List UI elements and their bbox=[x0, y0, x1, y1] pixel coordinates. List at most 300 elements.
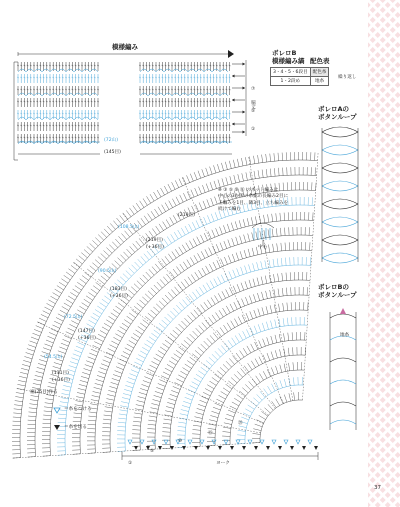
fan-stitch bbox=[111, 313, 118, 318]
fan-stitch bbox=[212, 378, 219, 383]
fan-stitch bbox=[148, 420, 156, 421]
fan-stitch bbox=[210, 281, 214, 288]
chain-arc bbox=[50, 117, 58, 120]
fan-stitch bbox=[133, 333, 140, 337]
fan-stitch bbox=[30, 341, 37, 344]
chain-arc bbox=[156, 117, 164, 120]
fan-stitch bbox=[198, 270, 202, 277]
chain-arc bbox=[148, 69, 156, 72]
fan-stitch bbox=[147, 340, 154, 344]
fan-stitch bbox=[106, 403, 114, 405]
fan-stitch bbox=[140, 278, 146, 284]
fan-stitch bbox=[22, 364, 30, 366]
fan-stitch bbox=[121, 255, 127, 261]
fan-stitch bbox=[209, 317, 214, 323]
fan-stitch bbox=[89, 353, 96, 356]
fan-stitch bbox=[269, 275, 271, 283]
fan-stitch bbox=[283, 303, 284, 311]
fan-stitch bbox=[204, 341, 210, 347]
fan-stitch bbox=[87, 246, 93, 251]
fan-stitch bbox=[275, 350, 277, 358]
fan-stitch bbox=[85, 272, 91, 277]
fan-stitch bbox=[260, 231, 262, 239]
fan-stitch bbox=[37, 322, 44, 325]
fan-stitch bbox=[183, 193, 186, 200]
fan-stitch bbox=[224, 241, 227, 248]
fan-stitch bbox=[54, 363, 62, 365]
fan-stitch bbox=[159, 323, 165, 328]
row-arrow-head bbox=[232, 123, 235, 126]
fan-stitch bbox=[273, 259, 274, 267]
fan-stitch bbox=[275, 335, 277, 343]
fan-stitch bbox=[162, 298, 168, 304]
fan-stitch bbox=[289, 393, 291, 401]
fan-stitch bbox=[175, 180, 178, 187]
fan-stitch bbox=[144, 216, 149, 223]
fan-stitch bbox=[116, 306, 123, 311]
fan-stitch bbox=[202, 323, 207, 329]
fan-stitch bbox=[59, 282, 66, 286]
yoke-label-2-inc: (+36目) bbox=[146, 245, 164, 250]
fan-stitch bbox=[254, 156, 255, 164]
fan-stitch bbox=[219, 310, 223, 317]
fan-stitch bbox=[195, 417, 203, 419]
fan-stitch bbox=[85, 365, 93, 368]
fan-stitch bbox=[102, 299, 109, 304]
fan-stitch bbox=[159, 380, 166, 383]
fan-stitch bbox=[264, 389, 269, 396]
fan-stitch bbox=[210, 335, 215, 341]
loop-arc bbox=[330, 380, 356, 384]
fan-stitch bbox=[249, 381, 254, 387]
fan-stitch bbox=[49, 300, 56, 304]
fan-stitch bbox=[218, 277, 222, 284]
yoke-label-6-inc: (+36目) bbox=[78, 336, 96, 341]
fan-stitch bbox=[221, 275, 225, 282]
chain-arc bbox=[212, 141, 220, 144]
cut-mark bbox=[314, 446, 318, 450]
fan-stitch bbox=[129, 313, 135, 318]
fan-stitch bbox=[195, 350, 201, 355]
attach-mark bbox=[200, 440, 204, 444]
chain-arc bbox=[66, 69, 74, 72]
fan-stitch bbox=[235, 336, 239, 343]
fan-stitch bbox=[181, 410, 189, 412]
fan-stitch bbox=[200, 400, 207, 403]
decorative-side-strip bbox=[368, 0, 400, 507]
fan-stitch bbox=[259, 357, 263, 364]
fan-stitch bbox=[75, 405, 83, 406]
fan-stitch bbox=[181, 321, 187, 327]
fan-stitch bbox=[148, 424, 156, 425]
fan-stitch bbox=[133, 206, 138, 213]
fan-stitch bbox=[58, 418, 66, 419]
fan-stitch bbox=[158, 384, 166, 387]
fan-stitch bbox=[157, 282, 162, 288]
fan-stitch bbox=[79, 256, 85, 261]
fan-stitch bbox=[174, 354, 181, 359]
note-line-3: 玉編みを1目、隣3目、立ち編みを bbox=[218, 200, 289, 206]
fan-stitch bbox=[201, 367, 208, 372]
loop-arc bbox=[322, 222, 358, 227]
fan-stitch bbox=[210, 416, 218, 418]
fan-stitch bbox=[167, 237, 171, 244]
fan-stitch bbox=[207, 338, 212, 344]
fan-stitch bbox=[155, 264, 160, 270]
fan-stitch bbox=[265, 408, 271, 413]
fan-stitch bbox=[176, 379, 183, 383]
fan-stitch bbox=[259, 340, 262, 347]
fan-stitch bbox=[280, 365, 282, 373]
fan-stitch bbox=[148, 369, 155, 372]
fan-arc bbox=[80, 220, 314, 454]
yoke-bottom-label: ヨーク bbox=[216, 461, 230, 466]
fan-stitch bbox=[147, 251, 152, 257]
fan-stitch bbox=[133, 244, 138, 250]
loop-arc bbox=[322, 253, 358, 258]
fan-stitch bbox=[151, 310, 157, 315]
bolero-b-title-2: ボタンループ bbox=[318, 291, 357, 299]
fan-stitch bbox=[212, 230, 215, 237]
fan-stitch bbox=[203, 285, 207, 292]
fan-stitch bbox=[131, 337, 138, 341]
fan-stitch bbox=[66, 272, 73, 277]
fan-stitch bbox=[170, 217, 174, 224]
fan-stitch bbox=[88, 292, 95, 297]
fan-stitch bbox=[101, 364, 109, 367]
fan-stitch bbox=[234, 398, 241, 402]
fan-stitch bbox=[154, 395, 162, 397]
chain-arc bbox=[50, 93, 58, 96]
fan-stitch bbox=[127, 249, 132, 255]
chain-arc bbox=[180, 117, 188, 120]
fan-stitch bbox=[231, 378, 237, 383]
fan-stitch bbox=[241, 368, 246, 374]
chain-arc bbox=[18, 141, 26, 144]
fan-stitch bbox=[269, 245, 270, 253]
fan-stitch bbox=[196, 328, 202, 334]
fan-stitch bbox=[109, 386, 117, 388]
fan-stitch bbox=[218, 293, 222, 300]
fan-stitch bbox=[286, 258, 287, 266]
fan-stitch bbox=[231, 321, 235, 328]
chain-arc bbox=[18, 93, 26, 96]
cut-yarn-icon bbox=[54, 425, 60, 430]
fan-stitch bbox=[148, 291, 154, 297]
fan-stitch bbox=[165, 256, 170, 262]
fan-stitch bbox=[14, 405, 22, 406]
fan-stitch bbox=[143, 320, 149, 325]
fan-stitch bbox=[266, 291, 268, 299]
fan-stitch bbox=[283, 168, 284, 176]
fan-stitch bbox=[175, 287, 180, 293]
fan-stitch bbox=[171, 390, 179, 393]
fan-stitch bbox=[241, 417, 249, 420]
fan-stitch bbox=[144, 377, 151, 380]
fan-stitch bbox=[258, 155, 259, 163]
fan-stitch bbox=[101, 254, 107, 259]
fan-stitch bbox=[231, 223, 234, 231]
fan-stitch bbox=[123, 352, 130, 356]
fan-stitch bbox=[266, 306, 268, 314]
fan-stitch bbox=[151, 408, 159, 410]
fan-stitch bbox=[252, 233, 254, 241]
cut-mark bbox=[182, 446, 186, 450]
fan-stitch bbox=[262, 292, 264, 300]
fan-stitch bbox=[212, 315, 217, 322]
legend-title-2: 模様編み縞 bbox=[272, 57, 305, 65]
fan-stitch bbox=[89, 320, 96, 324]
fan-stitch bbox=[212, 411, 220, 414]
fan-stitch bbox=[58, 422, 66, 423]
fan-stitch bbox=[283, 318, 284, 326]
fan-stitch bbox=[186, 297, 191, 303]
fan-stitch bbox=[154, 285, 160, 291]
fan-stitch bbox=[81, 253, 87, 258]
fan-stitch bbox=[165, 340, 171, 345]
fan-stitch bbox=[256, 376, 261, 383]
fan-stitch bbox=[192, 382, 199, 386]
fan-stitch bbox=[284, 333, 285, 341]
fan-stitch bbox=[124, 252, 129, 258]
fan-stitch bbox=[38, 363, 46, 365]
yoke-row-num-5: ⑤ bbox=[150, 449, 155, 454]
chain-arc bbox=[42, 117, 50, 120]
fan-stitch bbox=[279, 168, 280, 176]
fan-stitch bbox=[274, 168, 275, 176]
fan-stitch bbox=[200, 219, 203, 226]
fan-stitch bbox=[74, 350, 81, 353]
attach-yarn-label: ＝糸をつける bbox=[64, 407, 92, 412]
fan-stitch bbox=[188, 277, 193, 284]
fan-stitch bbox=[179, 324, 185, 330]
fan-stitch bbox=[239, 333, 243, 340]
fan-stitch bbox=[96, 379, 104, 381]
chain-arc bbox=[74, 69, 82, 72]
fan-stitch bbox=[163, 222, 167, 229]
fan-stitch bbox=[90, 404, 98, 405]
yoke-label-8: (111目) bbox=[52, 371, 69, 376]
fan-stitch bbox=[134, 417, 142, 418]
fan-stitch bbox=[98, 257, 104, 262]
fan-stitch bbox=[94, 387, 102, 389]
fan-stitch bbox=[110, 345, 117, 349]
fan-stitch bbox=[276, 366, 279, 374]
fan-stitch bbox=[293, 347, 294, 355]
fan-stitch bbox=[132, 265, 138, 271]
fan-stitch bbox=[237, 284, 240, 291]
fan-stitch bbox=[43, 415, 51, 416]
fan-stitch bbox=[31, 396, 39, 397]
fan-stitch bbox=[62, 394, 70, 396]
fan-arc bbox=[215, 355, 305, 445]
chain-arc bbox=[34, 117, 42, 120]
fan-stitch bbox=[138, 355, 145, 359]
fan-stitch bbox=[162, 432, 170, 433]
fan-stitch bbox=[136, 241, 141, 247]
fan-stitch bbox=[228, 340, 233, 347]
chain-arc bbox=[74, 117, 82, 120]
fan-stitch bbox=[193, 292, 198, 299]
chain-arc bbox=[220, 93, 228, 96]
fan-stitch bbox=[276, 382, 279, 389]
fan-stitch bbox=[292, 317, 293, 325]
fan-stitch bbox=[95, 383, 103, 385]
cut-mark bbox=[158, 446, 162, 450]
fan-stitch bbox=[134, 362, 141, 366]
fan-stitch bbox=[26, 353, 34, 356]
chain-arc bbox=[220, 117, 228, 120]
fan-stitch bbox=[233, 356, 238, 362]
fan-stitch bbox=[142, 347, 149, 351]
fan-stitch bbox=[76, 346, 83, 349]
cut-mark bbox=[170, 446, 174, 450]
fan-stitch bbox=[101, 276, 107, 281]
fan-stitch bbox=[140, 388, 148, 391]
fan-stitch bbox=[159, 301, 165, 307]
fan-stitch bbox=[109, 245, 115, 251]
fan-stitch bbox=[68, 328, 75, 331]
yoke-label-2: (219目) bbox=[146, 238, 163, 243]
fan-stitch bbox=[71, 265, 77, 270]
fan-stitch bbox=[213, 407, 221, 410]
fan-arc bbox=[155, 295, 309, 449]
fan-stitch bbox=[221, 346, 226, 352]
row-arrow-head bbox=[232, 99, 235, 102]
fan-stitch bbox=[308, 302, 309, 310]
fan-stitch bbox=[86, 361, 94, 364]
fan-stitch bbox=[272, 214, 273, 222]
fan-stitch bbox=[230, 304, 234, 311]
fan-stitch bbox=[207, 199, 210, 207]
fan-stitch bbox=[280, 213, 281, 221]
fan-stitch bbox=[53, 366, 61, 368]
fan-stitch bbox=[71, 321, 78, 325]
fan-stitch bbox=[63, 339, 70, 342]
fan-stitch bbox=[165, 295, 171, 301]
fan-stitch bbox=[90, 243, 96, 248]
fan-stitch bbox=[198, 404, 206, 407]
fan-stitch bbox=[37, 367, 45, 369]
fan-stitch bbox=[278, 289, 279, 297]
fan-stitch bbox=[243, 219, 245, 227]
fan-stitch bbox=[130, 246, 135, 252]
fan-stitch bbox=[185, 279, 190, 286]
fan-stitch bbox=[104, 415, 112, 416]
fan-stitch bbox=[162, 320, 168, 325]
fan-stitch bbox=[217, 330, 222, 336]
fan-stitch bbox=[281, 243, 282, 251]
fan-stitch bbox=[127, 344, 134, 348]
fan-stitch bbox=[229, 358, 234, 364]
fan-stitch bbox=[212, 354, 218, 360]
fan-stitch bbox=[203, 201, 206, 209]
repeat-label: 繰り返し bbox=[338, 75, 357, 80]
fan-stitch bbox=[122, 398, 130, 400]
fan-stitch bbox=[28, 416, 36, 417]
chain-arc bbox=[204, 141, 212, 144]
yoke-row-num-15: ⑮ bbox=[208, 431, 213, 436]
fan-stitch bbox=[112, 378, 120, 381]
fan-stitch bbox=[225, 343, 230, 349]
attach-mark bbox=[236, 440, 240, 444]
fan-stitch bbox=[249, 264, 251, 272]
fan-stitch bbox=[130, 208, 135, 215]
fan-stitch bbox=[92, 263, 98, 268]
fan-stitch bbox=[254, 326, 257, 334]
chain-arc bbox=[18, 117, 26, 120]
fan-stitch bbox=[167, 274, 172, 280]
fan-stitch bbox=[187, 260, 191, 267]
fan-stitch bbox=[239, 391, 245, 396]
note-line-1: ※ ③ ⑤ ⑨ ⑪ のネット編みは bbox=[218, 188, 279, 193]
fan-stitch bbox=[58, 351, 66, 354]
fan-stitch bbox=[203, 392, 210, 396]
fan-stitch bbox=[233, 270, 236, 278]
fan-stitch bbox=[64, 275, 71, 280]
fan-stitch bbox=[29, 408, 37, 409]
fan-stitch bbox=[284, 395, 287, 403]
chain-arc bbox=[66, 117, 74, 120]
fan-stitch bbox=[151, 333, 158, 338]
loop-arc bbox=[322, 240, 358, 245]
fan-stitch bbox=[88, 357, 96, 360]
fan-stitch bbox=[280, 380, 283, 388]
fan-stitch bbox=[39, 318, 46, 321]
fan-stitch bbox=[120, 327, 127, 331]
fan-stitch bbox=[160, 347, 167, 352]
fan-stitch bbox=[73, 354, 81, 357]
fan-stitch bbox=[198, 171, 201, 179]
fan-stitch bbox=[23, 360, 31, 362]
fan-stitch bbox=[272, 229, 273, 237]
fan-stitch bbox=[36, 326, 43, 329]
yoke-label-8-inc: (+36目) bbox=[52, 378, 70, 383]
fan-stitch bbox=[267, 337, 269, 345]
fan-stitch bbox=[220, 367, 226, 372]
fan-stitch bbox=[193, 331, 199, 337]
loop-arc bbox=[330, 314, 356, 318]
fan-stitch bbox=[220, 227, 223, 235]
fan-stitch bbox=[137, 303, 143, 308]
loop-arc bbox=[322, 163, 358, 168]
fan-stitch bbox=[181, 228, 185, 235]
chain-arc bbox=[180, 141, 188, 144]
fan-stitch bbox=[106, 320, 113, 324]
attach-mark bbox=[272, 440, 276, 444]
fan-stitch bbox=[164, 239, 169, 246]
fan-stitch bbox=[116, 367, 123, 370]
fan-stitch bbox=[143, 381, 151, 384]
fan-stitch bbox=[183, 177, 186, 184]
fan-stitch bbox=[192, 222, 196, 229]
fan-stitch bbox=[186, 243, 190, 250]
fan-stitch bbox=[183, 368, 190, 372]
fan-stitch bbox=[233, 160, 235, 168]
bolero-b-title-1: ボレロBの bbox=[318, 283, 349, 291]
chain-arc bbox=[90, 141, 98, 144]
fan-stitch bbox=[220, 328, 225, 335]
fan-stitch bbox=[131, 287, 137, 292]
fan-stitch bbox=[148, 313, 154, 318]
fan-stitch bbox=[96, 338, 103, 342]
attach-mark bbox=[248, 440, 252, 444]
net-stitch-note bbox=[218, 188, 288, 214]
fan-stitch bbox=[48, 386, 56, 388]
fan-stitch bbox=[69, 269, 75, 274]
fan-stitch bbox=[232, 338, 236, 345]
fan-stitch bbox=[245, 281, 248, 289]
